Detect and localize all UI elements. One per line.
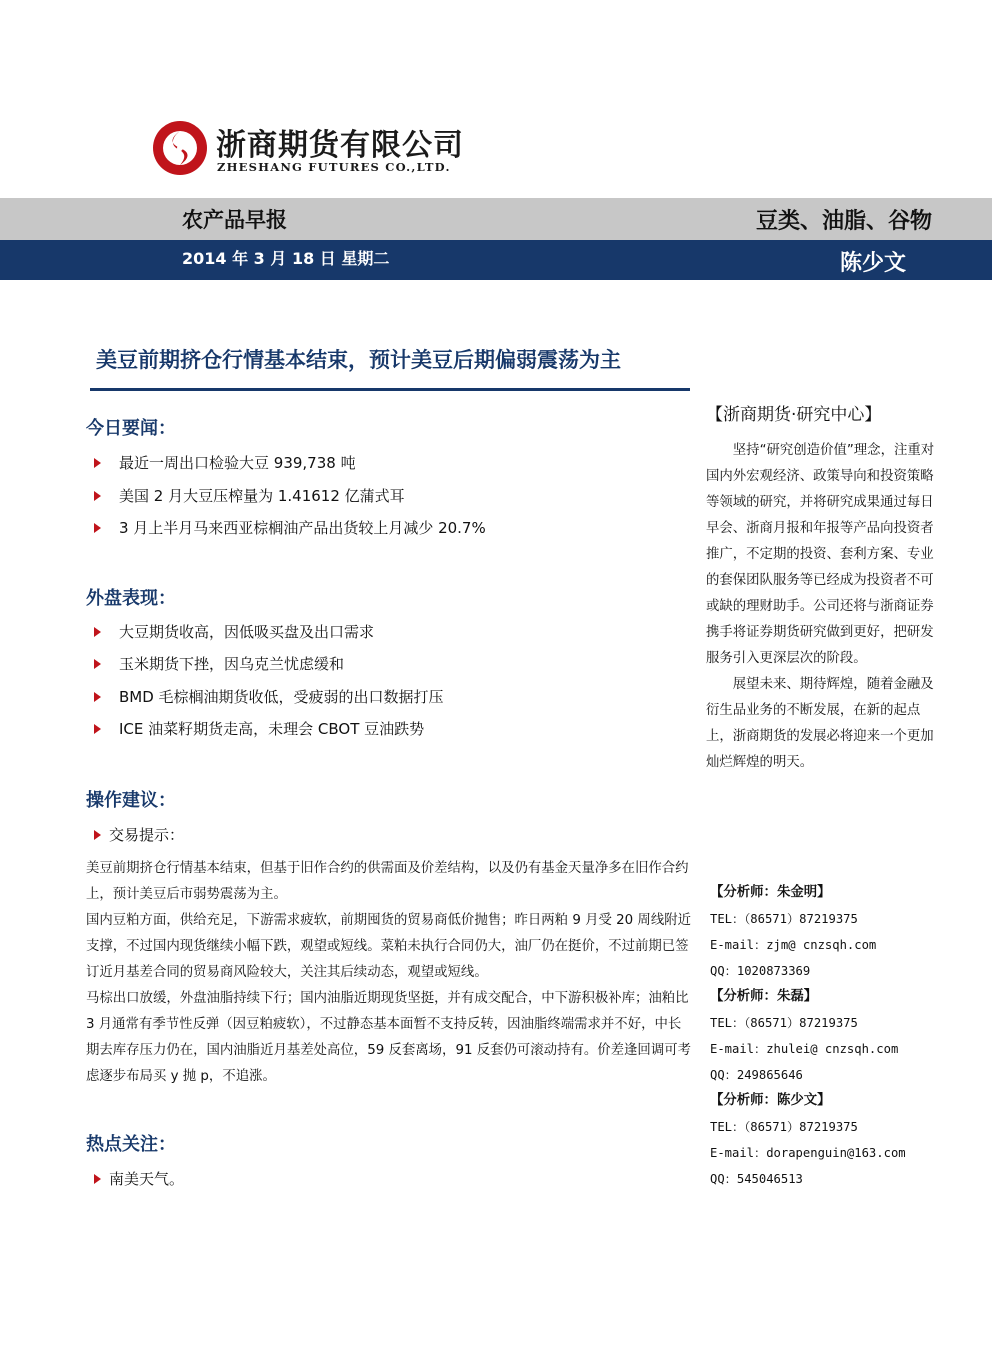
analyst-qq: QQ：249865646 <box>710 1068 803 1082</box>
news-item: 美国 2 月大豆压榨量为 1.41612 亿蒲式耳 <box>94 485 405 506</box>
section-title-news: 今日要闻： <box>86 418 176 439</box>
analyst-name: 【分析师：朱磊】 <box>710 989 818 1004</box>
trade-tip-label: 交易提示： <box>94 824 184 845</box>
section-title-advice: 操作建议： <box>86 790 176 811</box>
headline-divider <box>90 388 690 391</box>
analyst-tel: TEL：（86571）87219375 <box>710 1120 858 1134</box>
external-item: 大豆期货收高，因低吸买盘及出口需求 <box>94 621 374 642</box>
advice-paragraph: 国内豆粕方面，供给充足，下游需求疲软，前期囤货的贸易商低价抛售；昨日两粕 9 月受 20 周线附近支撑，不过国内现货继续小幅下跌，观望或短线。菜粕未执行合同仍大，油厂仍在挺价，不过前期已签订近月基差合同的贸易商风险较大，关注其后续动态，观望或短线。 <box>86 913 691 980</box>
external-item: ICE 油菜籽期货走高，未理会 CBOT 豆油跌势 <box>94 718 424 739</box>
analyst-email: E-mail：zhulei@ cnzsqh.com <box>710 1042 899 1056</box>
external-item: 玉米期货下挫，因乌克兰忧虑缓和 <box>94 653 344 674</box>
sidebar-title: 【浙商期货·研究中心】 <box>706 405 882 425</box>
news-item: 3 月上半月马来西亚棕榈油产品出货较上月减少 20.7% <box>94 517 486 538</box>
analyst-email: E-mail：zjm@ cnzsqh.com <box>710 938 877 952</box>
sidebar-body <box>706 438 938 776</box>
sidebar-paragraph: 展望未来、期待辉煌，随着金融及衍生品业务的不断发展，在新的起点上，浙商期货的发展必将迎来一个更加灿烂辉煌的明天。 <box>706 677 934 770</box>
bullet-arrow-icon <box>94 692 101 702</box>
section-title-hot: 热点关注： <box>86 1134 176 1155</box>
bullet-arrow-icon <box>94 523 101 533</box>
report-author: 陈少文 <box>840 251 907 276</box>
report-categories: 豆类、油脂、谷物 <box>756 209 933 234</box>
headline: 美豆前期挤仓行情基本结束，预计美豆后期偏弱震荡为主 <box>96 348 621 372</box>
analyst-email: E-mail：dorapenguin@163.com <box>710 1146 906 1160</box>
advice-paragraph: 马棕出口放缓，外盘油脂持续下行；国内油脂近期现货坚挺，并有成交配合，中下游积极补库；油粕比 3 月通常有季节性反弹（因豆粕疲软），不过静态基本面暂不支持反转，因油脂终端需求并不好，中长期去库存压力仍在，国内油脂近月基差处高位，59 反套离场，91 反套仍可滚动持有。价差逢回调可考虑逐步布局买 y 抛 p，不追涨。 <box>86 991 691 1084</box>
news-item: 最近一周出口检验大豆 939,738 吨 <box>94 452 356 473</box>
analyst-qq: QQ：1020873369 <box>710 964 811 978</box>
sidebar-paragraph: 坚持“研究创造价值”理念，注重对国内外宏观经济、政策导向和投资策略等领域的研究，并将研究成果通过每日早会、浙商月报和年报等产品向投资者推广，不定期的投资、套利方案、专业的套保团队服务等已经成为投资者不可或缺的理财助手。公司还将与浙商证券携手将证券期货研究做到更好，把研发服务引入更深层次的阶段。 <box>706 443 935 666</box>
company-name-en: ZHESHANG FUTURES CO.,LTD. <box>217 160 451 174</box>
report-date: 2014 年 3 月 18 日 星期二 <box>182 249 390 268</box>
analyst-tel: TEL：（86571）87219375 <box>710 1016 858 1030</box>
company-name-cn: 浙商期货有限公司 <box>216 128 464 163</box>
report-type: 农产品早报 <box>182 208 287 232</box>
bullet-arrow-icon <box>94 659 101 669</box>
hot-item: 南美天气。 <box>94 1168 184 1189</box>
bullet-arrow-icon <box>94 491 101 501</box>
analyst-tel: TEL：（86571）87219375 <box>710 912 858 926</box>
advice-paragraph: 美豆前期挤仓行情基本结束，但基于旧作合约的供需面及价差结构，以及仍有基金天量净多在旧作合约上，预计美豆后市弱势震荡为主。 <box>86 861 689 902</box>
bullet-arrow-icon <box>94 458 101 468</box>
bullet-arrow-icon <box>94 627 101 637</box>
bullet-arrow-icon <box>94 1174 101 1184</box>
analyst-name: 【分析师：陈少文】 <box>710 1093 831 1108</box>
external-item: BMD 毛棕榈油期货收低，受疲弱的出口数据打压 <box>94 686 444 707</box>
bullet-arrow-icon <box>94 724 101 734</box>
advice-body <box>86 856 692 1090</box>
bullet-arrow-icon <box>94 830 101 840</box>
zheshang-logo-icon <box>152 120 208 176</box>
analyst-qq: QQ：545046513 <box>710 1172 803 1186</box>
analyst-name: 【分析师：朱金明】 <box>710 885 831 900</box>
section-title-external: 外盘表现： <box>86 588 176 609</box>
analyst-contacts <box>710 880 980 1192</box>
